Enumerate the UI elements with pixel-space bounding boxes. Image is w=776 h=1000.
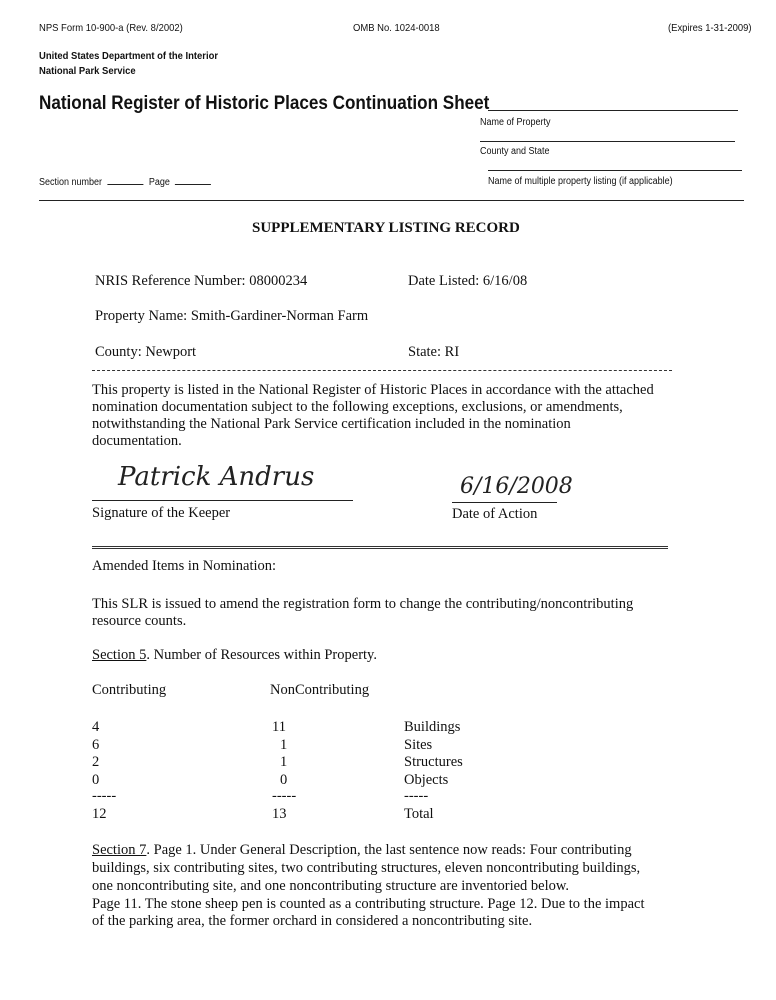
state: State: RI [408,344,460,360]
section7-label: Section 7 [92,842,147,858]
header-rule [39,200,744,201]
intro-line: resource counts. [92,613,187,629]
department: United States Department of the Interior [39,50,219,62]
resource-type: Buildings [404,719,461,735]
noncontributing-count: 1 [280,754,288,770]
section5-text: . Number of Resources within Property. [146,647,377,663]
noncontributing-count: 13 [272,806,287,822]
noncontributing-count: 11 [272,719,286,735]
section7-line: buildings, six contributing sites, two contributing structures, eleven noncontributing buildings, [92,860,641,876]
form-title: National Register of Historic Places Continuation Sheet [39,93,490,114]
action-date-handwritten: 6/16/2008 [460,474,573,499]
noncontributing-count: 0 [280,772,288,788]
signature-label: Signature of the Keeper [92,505,231,521]
section5-heading [92,647,377,664]
contributing-count: 2 [92,754,100,770]
double-divider [92,546,668,549]
statement-line: notwithstanding the National Park Service certification included in the nomination [92,416,571,432]
col-contributing: Contributing [92,682,167,698]
resource-type: Total [404,806,434,822]
noncontributing-count: ----- [272,788,297,804]
section7-text: . Page 1. Under General Description, the last sentence now reads: Four contributing [146,842,632,858]
service: National Park Service [39,65,136,77]
omb-number: OMB No. 1024-0018 [353,22,440,34]
resource-type: Objects [404,772,449,788]
keeper-signature: Patrick Andrus [118,462,315,492]
form-number: NPS Form 10-900-a (Rev. 8/2002) [39,22,183,34]
name-of-property-label: Name of Property [480,117,551,128]
section7-line: Page 11. The stone sheep pen is counted as a contributing structure. Page 12. Due to the impact [92,896,645,912]
dashed-divider [92,370,672,371]
contributing-count: ----- [92,788,117,804]
contributing-count: 4 [92,719,100,735]
statement-line: documentation. [92,433,182,449]
resource-type: ----- [404,788,429,804]
date-listed: Date Listed: 6/16/08 [408,273,528,289]
signature-line [92,500,353,501]
col-noncontributing: NonContributing [270,682,370,698]
resource-type: Sites [404,737,433,753]
statement-line: This property is listed in the National Register of Historic Places in accordance with the attached [92,382,654,398]
expiration: (Expires 1-31-2009) [668,22,752,34]
section7-line: of the parking area, the former orchard in considered a noncontributing site. [92,913,533,929]
date-of-action-label: Date of Action [452,506,538,522]
county-state-label: County and State [480,146,550,157]
section7-line: one noncontributing site, and one noncontributing structure are inventoried below. [92,878,570,894]
page-blank [175,184,211,185]
noncontributing-count: 1 [280,737,288,753]
contributing-count: 12 [92,806,107,822]
resource-type: Structures [404,754,463,770]
section-page-fields [39,177,217,188]
record-heading: SUPPLEMENTARY LISTING RECORD [252,220,520,236]
nris-number: NRIS Reference Number: 08000234 [95,273,308,289]
multiple-listing-line [488,170,742,171]
contributing-count: 0 [92,772,100,788]
multiple-listing-label: Name of multiple property listing (if applicable) [488,176,673,187]
section5-label: Section 5 [92,647,147,663]
contributing-count: 6 [92,737,100,753]
statement-line: nomination documentation subject to the following exceptions, exclusions, or amendments, [92,399,623,415]
section-number-label: Section number [39,177,103,188]
page-label: Page [148,177,170,188]
property-name: Property Name: Smith-Gardiner-Norman Farm [95,308,369,324]
date-line [452,502,557,503]
property-name-line [488,110,738,111]
county-state-line [480,141,735,142]
amended-heading: Amended Items in Nomination: [92,558,277,574]
section7-line [92,842,632,859]
section-number-blank [107,184,143,185]
county: County: Newport [95,344,197,360]
intro-line: This SLR is issued to amend the registration form to change the contributing/noncontributing [92,596,634,612]
